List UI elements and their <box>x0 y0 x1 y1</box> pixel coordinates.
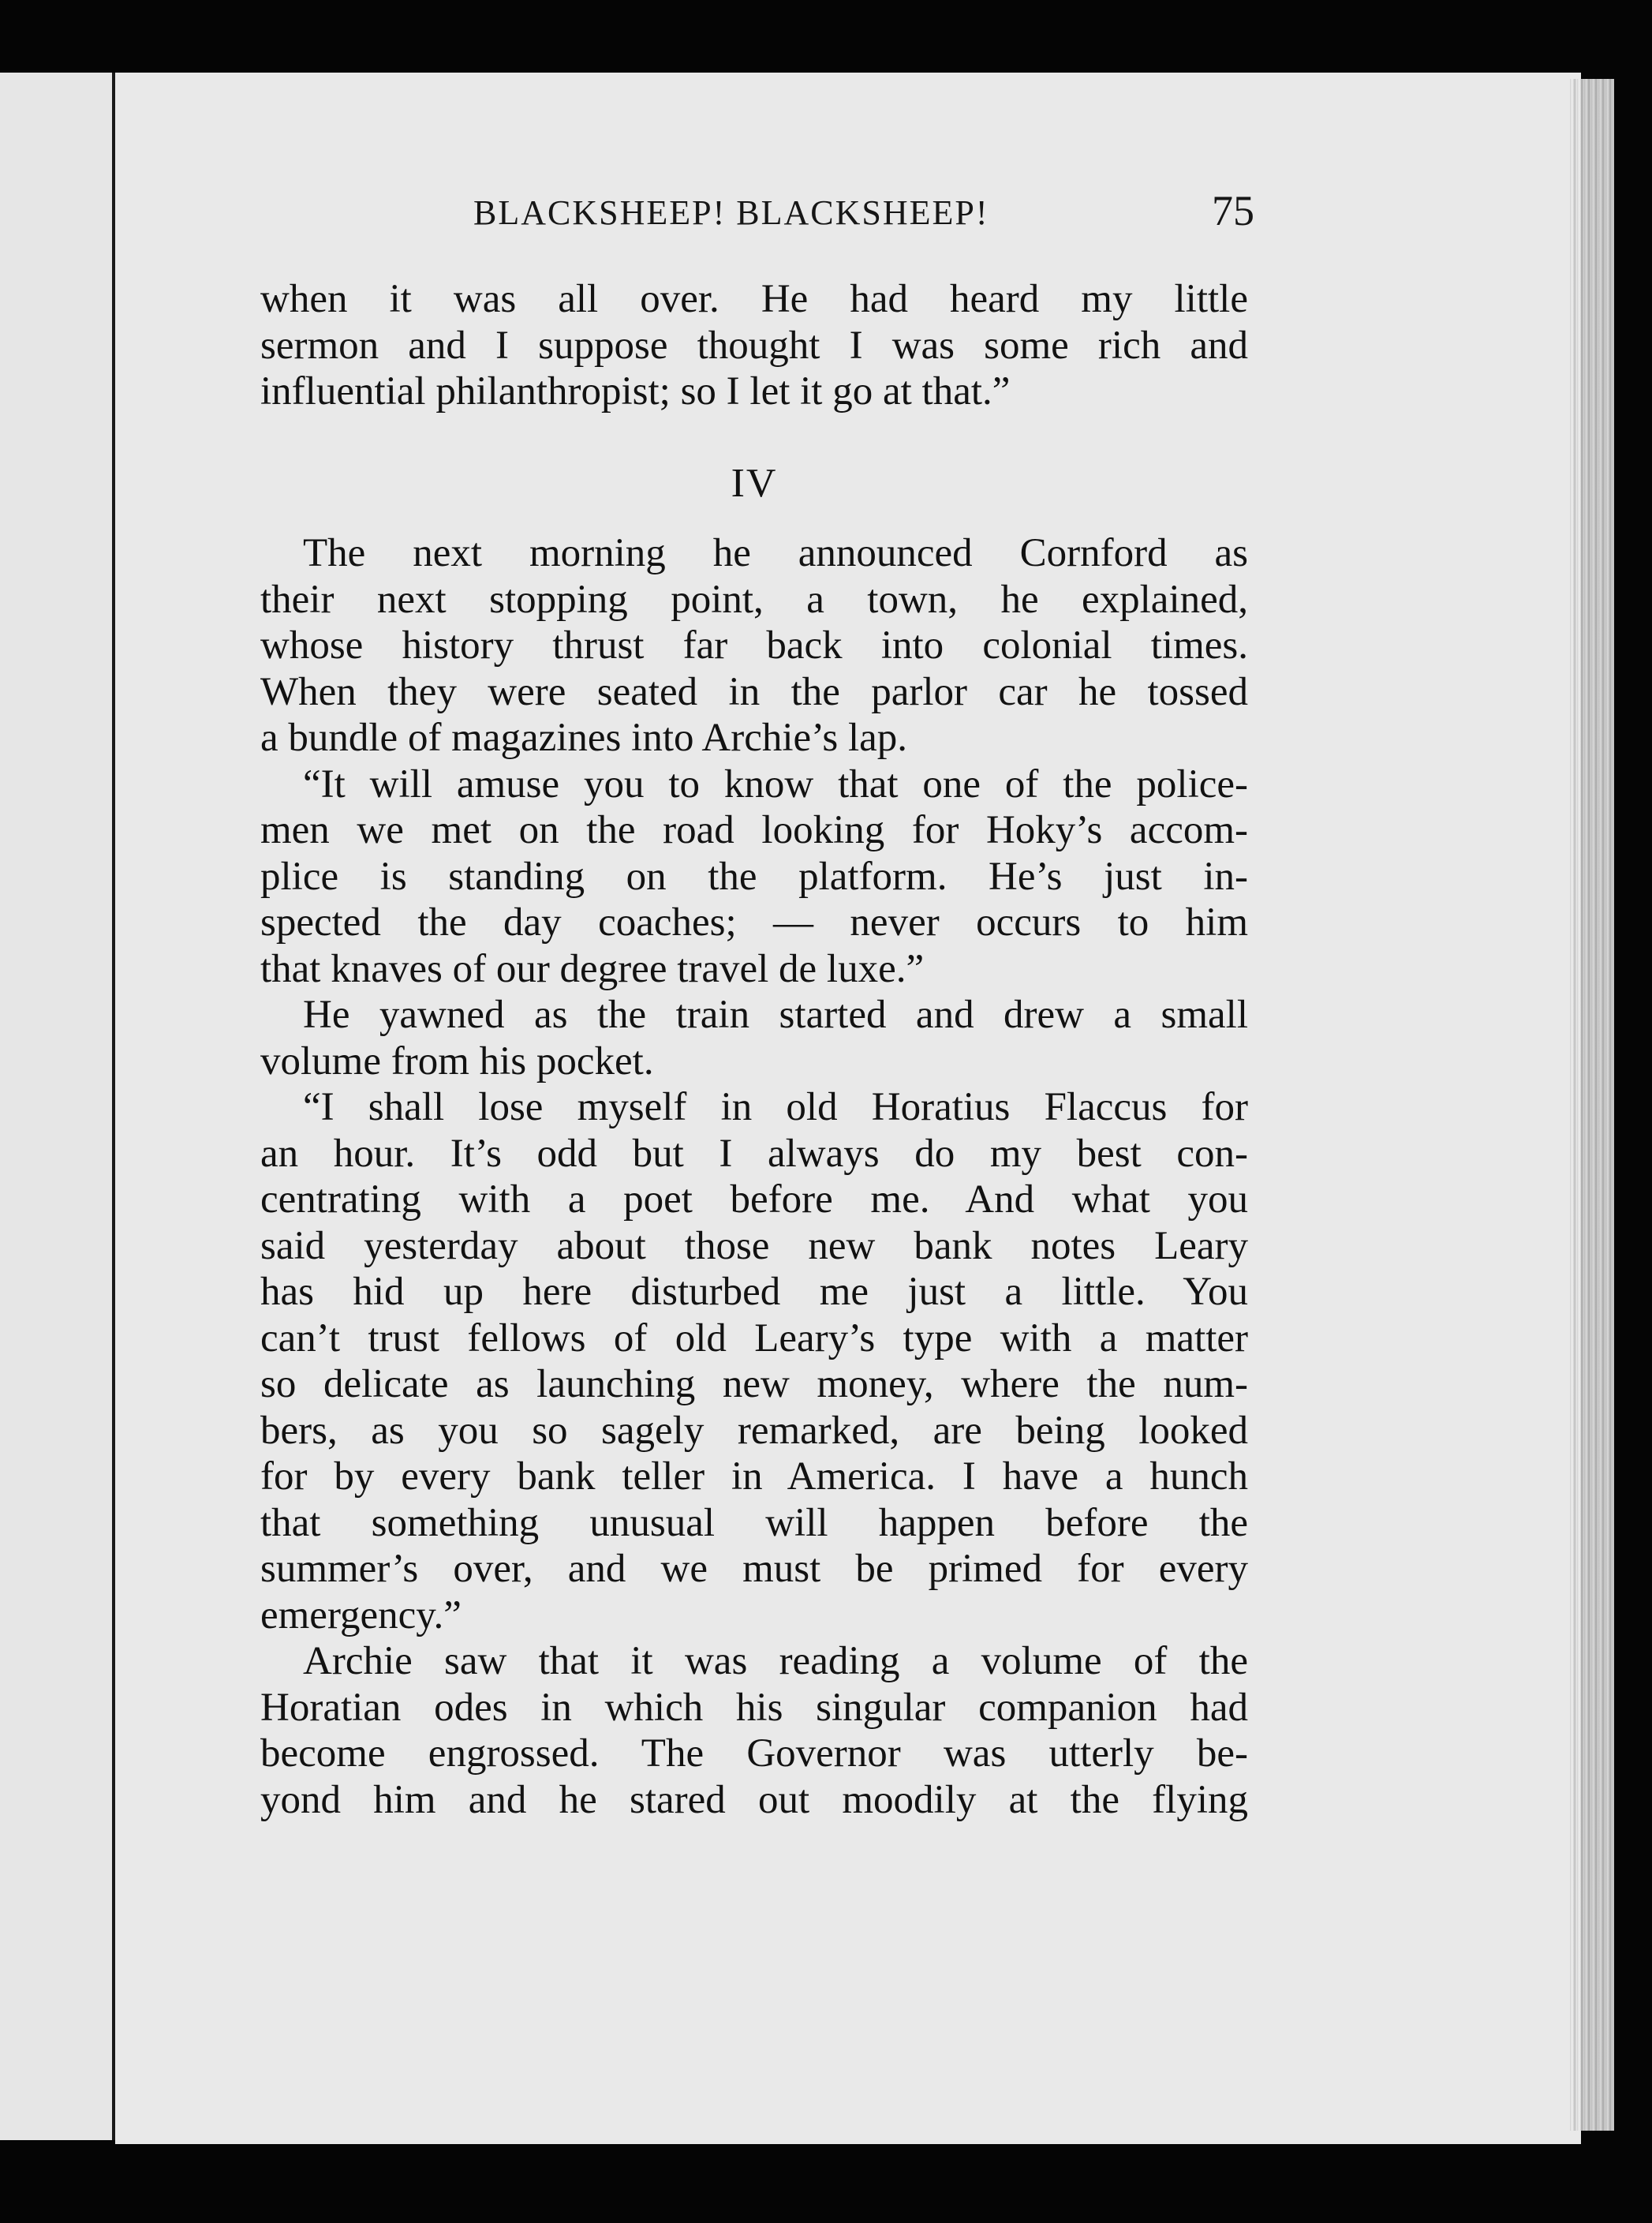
paragraph-1 <box>260 530 1248 762</box>
body-text <box>260 276 1248 1823</box>
text-line: bers, as you so sagely remarked, are being looked <box>260 1408 1248 1453</box>
section-heading: IV <box>731 460 778 506</box>
facing-page-edge <box>0 73 115 2140</box>
text-line: so delicate as launching new money, where the num- <box>260 1362 1248 1406</box>
paragraph-2 <box>260 762 1248 993</box>
text-line: when it was all over. He had heard my little <box>260 277 1248 321</box>
text-line: summer’s over, and we must be primed for every <box>260 1547 1248 1591</box>
page-header <box>473 186 1254 249</box>
text-line: “I shall lose myself in old Horatius Flaccus for <box>303 1085 1248 1129</box>
paragraph-3 <box>260 992 1248 1084</box>
text-line: an hour. It’s odd but I always do my best con- <box>260 1131 1248 1176</box>
text-line: for by every bank teller in America. I have a hunch <box>260 1454 1248 1499</box>
text-line: Archie saw that it was reading a volume of the <box>303 1639 1248 1683</box>
text-line: spected the day coaches; — never occurs to him <box>260 900 1248 945</box>
running-head: BLACKSHEEP! BLACKSHEEP! <box>473 193 989 232</box>
text-line: has hid up here disturbed me just a little. You <box>260 1270 1248 1314</box>
paragraph-intro <box>260 276 1248 415</box>
paragraph-5 <box>260 1638 1248 1823</box>
text-line: that something unusual will happen before the <box>260 1500 1248 1545</box>
text-line: When they were seated in the parlor car he tossed <box>260 669 1248 714</box>
text-line: Horatian odes in which his singular companion had <box>260 1685 1248 1730</box>
text-line: their next stopping point, a town, he explained, <box>260 577 1248 622</box>
text-line: sermon and I suppose thought I was some rich and <box>260 323 1248 368</box>
text-line: that knaves of our degree travel de luxe.” <box>260 946 925 991</box>
text-line: yond him and he stared out moodily at the flying <box>260 1777 1248 1822</box>
text-line: He yawned as the train started and drew a small <box>303 993 1248 1037</box>
text-line: whose history thrust far back into colonial times. <box>260 623 1248 668</box>
text-line: “It will amuse you to know that one of the police- <box>303 762 1248 806</box>
text-line: can’t trust fellows of old Leary’s type with a matter <box>260 1315 1248 1360</box>
text-line: volume from his pocket. <box>260 1039 654 1083</box>
text-line: The next morning he announced Cornford as <box>303 531 1248 575</box>
page-number: 75 <box>1212 187 1254 234</box>
text-line: become engrossed. The Governor was utterly be- <box>260 1731 1248 1776</box>
text-line: men we met on the road looking for Hoky’s accom- <box>260 808 1248 852</box>
text-line: a bundle of magazines into Archie’s lap. <box>260 716 908 760</box>
page-fore-edge <box>1570 79 1614 2131</box>
text-line: said yesterday about those new bank notes Leary <box>260 1223 1248 1268</box>
text-line: emergency.” <box>260 1592 462 1637</box>
text-line: centrating with a poet before me. And what you <box>260 1177 1248 1222</box>
text-line: influential philanthropist; so I let it go at that.” <box>260 369 1011 414</box>
text-line: plice is standing on the platform. He’s just in- <box>260 854 1248 899</box>
paragraph-4 <box>260 1084 1248 1638</box>
